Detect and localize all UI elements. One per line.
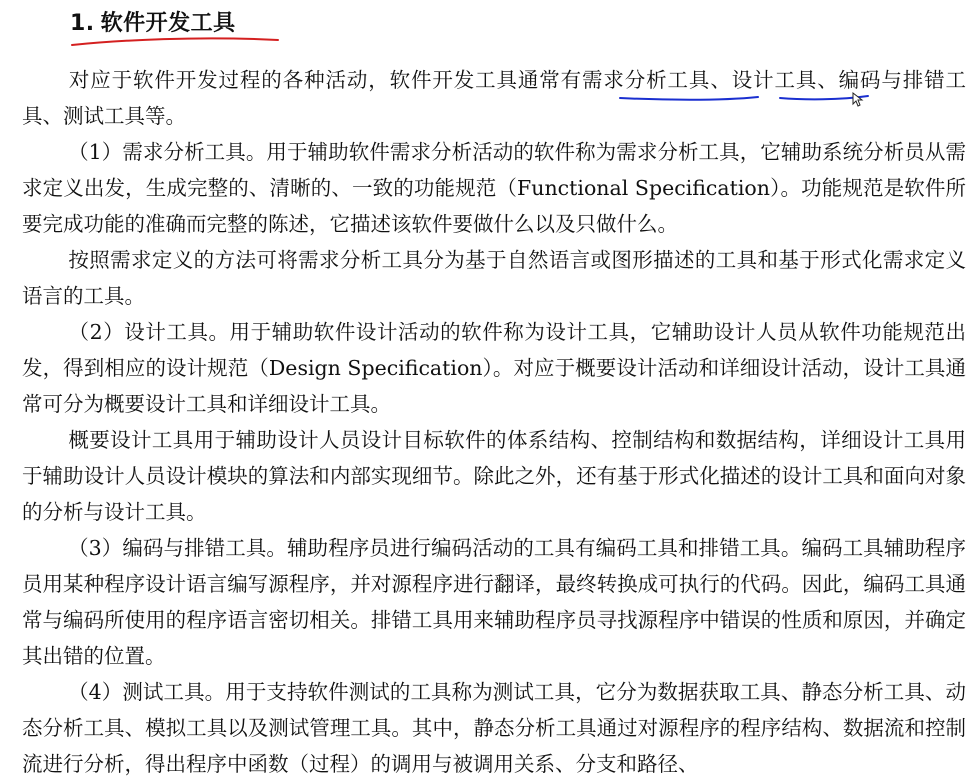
paragraph-design-tools: （2）设计工具。用于辅助软件设计活动的软件称为设计工具，它辅助设计人员从软件功能规范出发，得到相应的设计规范（Design Specification）。对应于概要设计活动和详细设计活动，设计工具通常可分为概要设计工具和详细设计工具。 xyxy=(22,320,966,416)
underlined-requirement-tools: 需求分析工具 xyxy=(582,68,711,92)
paragraph-design-categories: 概要设计工具用于辅助设计人员设计目标软件的体系结构、控制结构和数据结构，详细设计工具用于辅助设计人员设计模块的算法和内部实现细节。除此之外，还有基于形式化描述的设计工具和面向对象的分析与设计工具。 xyxy=(22,428,966,524)
section-number: 1. xyxy=(70,11,95,36)
underlined-design-tools: 设计工具 xyxy=(731,68,818,92)
paragraph-testing-tools: （4）测试工具。用于支持软件测试的工具称为测试工具，它分为数据获取工具、静态分析工具、动态分析工具、模拟工具以及测试管理工具。其中，静态分析工具通过对源程序的程序结构、数据流和控制流进行分析，得出程序中函数（过程）的调用与被调用关系、分支和路径、 xyxy=(22,680,966,776)
paragraph-requirement-tools: （1）需求分析工具。用于辅助软件需求分析活动的软件称为需求分析工具，它辅助系统分析员从需求定义出发，生成完整的、清晰的、一致的功能规范（Functional Specification）。功能规范是软件所要完成功能的准确而完整的陈述，它描述该软件要做什么以及只做什么。 xyxy=(22,140,966,236)
section-heading xyxy=(70,6,236,37)
paragraph-requirement-categories: 按照需求定义的方法可将需求分析工具分为基于自然语言或图形描述的工具和基于形式化需求定义语言的工具。 xyxy=(22,248,966,308)
section-title: 软件开发工具 xyxy=(100,11,236,36)
heading-underline-stroke xyxy=(72,38,278,45)
intro-paragraph: 对应于软件开发过程的各种活动，软件开发工具通常有需求分析工具、设计工具、编码与排错工具、测试工具等。 xyxy=(22,68,967,128)
paragraph-coding-tools: （3）编码与排错工具。辅助程序员进行编码活动的工具有编码工具和排错工具。编码工具辅助程序员用某种程序设计语言编写源程序，并对源程序进行翻译，最终转换成可执行的代码。因此，编码工具通常与编码所使用的程序语言密切相关。排错工具用来辅助程序员寻找源程序中错误的性质和原因，并确定其出错的位置。 xyxy=(22,536,966,668)
